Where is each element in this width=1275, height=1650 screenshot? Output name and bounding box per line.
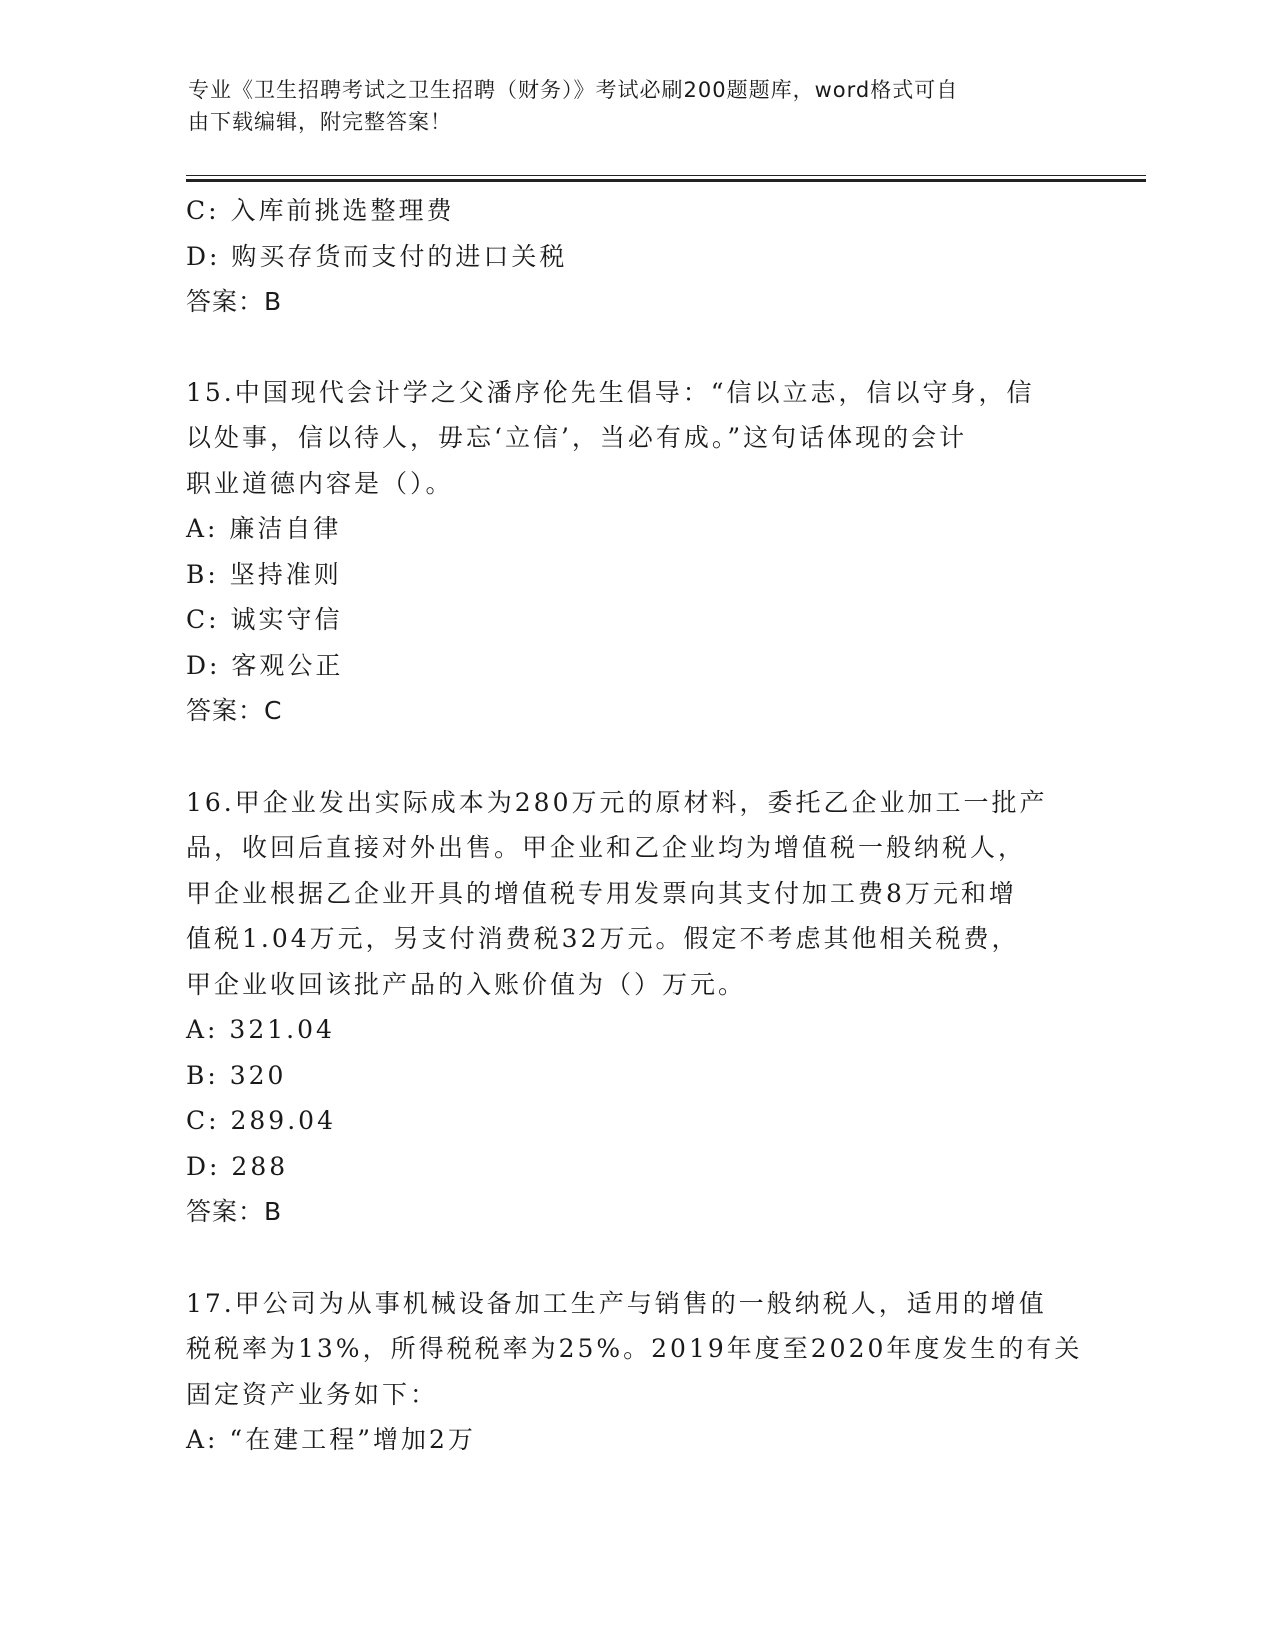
option-a: A: 321.04 <box>186 1015 335 1044</box>
answer-line: 答案：B <box>186 1197 283 1226</box>
option-a: A: “在建工程”增加2万 <box>186 1425 476 1454</box>
question-content <box>186 188 1086 1463</box>
question-text-line: 甲企业收回该批产品的入账价值为（）万元。 <box>186 969 747 999</box>
question-15 <box>186 370 1086 734</box>
question-text-line: 固定资产业务如下： <box>186 1379 439 1409</box>
option-d: D: 288 <box>186 1151 289 1181</box>
question-text-line: 值税1.04万元，另支付消费税32万元。假定不考虑其他相关税费， <box>186 924 1020 953</box>
option-c: C: 入库前挑选整理费 <box>186 196 455 225</box>
option-c: C: 诚实守信 <box>186 605 343 634</box>
option-d: D: 客观公正 <box>186 650 344 680</box>
question-text-line: 以处事，信以待人，毋忘‘立信’，当必有成。”这句话体现的会计 <box>186 423 968 452</box>
document-header <box>188 74 1068 138</box>
option-d: D: 购买存货而支付的进口关税 <box>186 241 568 271</box>
option-a: A: 廉洁自律 <box>186 514 342 543</box>
question-14-tail <box>186 188 1086 325</box>
question-text-line: 甲企业根据乙企业开具的增值税专用发票向其支付加工费8万元和增 <box>186 878 1017 908</box>
question-text-line: 职业道德内容是（）。 <box>186 468 454 498</box>
question-17 <box>186 1281 1086 1463</box>
question-text-line: 17.甲公司为从事机械设备加工生产与销售的一般纳税人，适用的增值 <box>186 1288 1047 1318</box>
header-line-2: 由下载编辑，附完整答案！ <box>188 110 452 134</box>
question-text-line: 15.中国现代会计学之父潘序伦先生倡导：“信以立志，信以守身，信 <box>186 377 1035 407</box>
answer-line: 答案：B <box>186 287 283 316</box>
option-b: B: 坚持准则 <box>186 559 342 589</box>
question-16 <box>186 780 1086 1235</box>
question-text-line: 16.甲企业发出实际成本为280万元的原材料，委托乙企业加工一批产 <box>186 787 1048 817</box>
header-divider-thick <box>186 179 1146 182</box>
answer-line: 答案：C <box>186 696 283 725</box>
option-c: C: 289.04 <box>186 1106 336 1135</box>
question-text-line: 品，收回后直接对外出售。甲企业和乙企业均为增值税一般纳税人， <box>186 833 1027 862</box>
header-line-1: 专业《卫生招聘考试之卫生招聘（财务）》考试必刷200题题库，word格式可自 <box>188 78 959 102</box>
header-divider-thin <box>186 175 1146 176</box>
question-text-line: 税税率为13%，所得税税率为25%。2019年度至2020年度发生的有关 <box>186 1334 1083 1363</box>
option-b: B: 320 <box>186 1060 287 1090</box>
